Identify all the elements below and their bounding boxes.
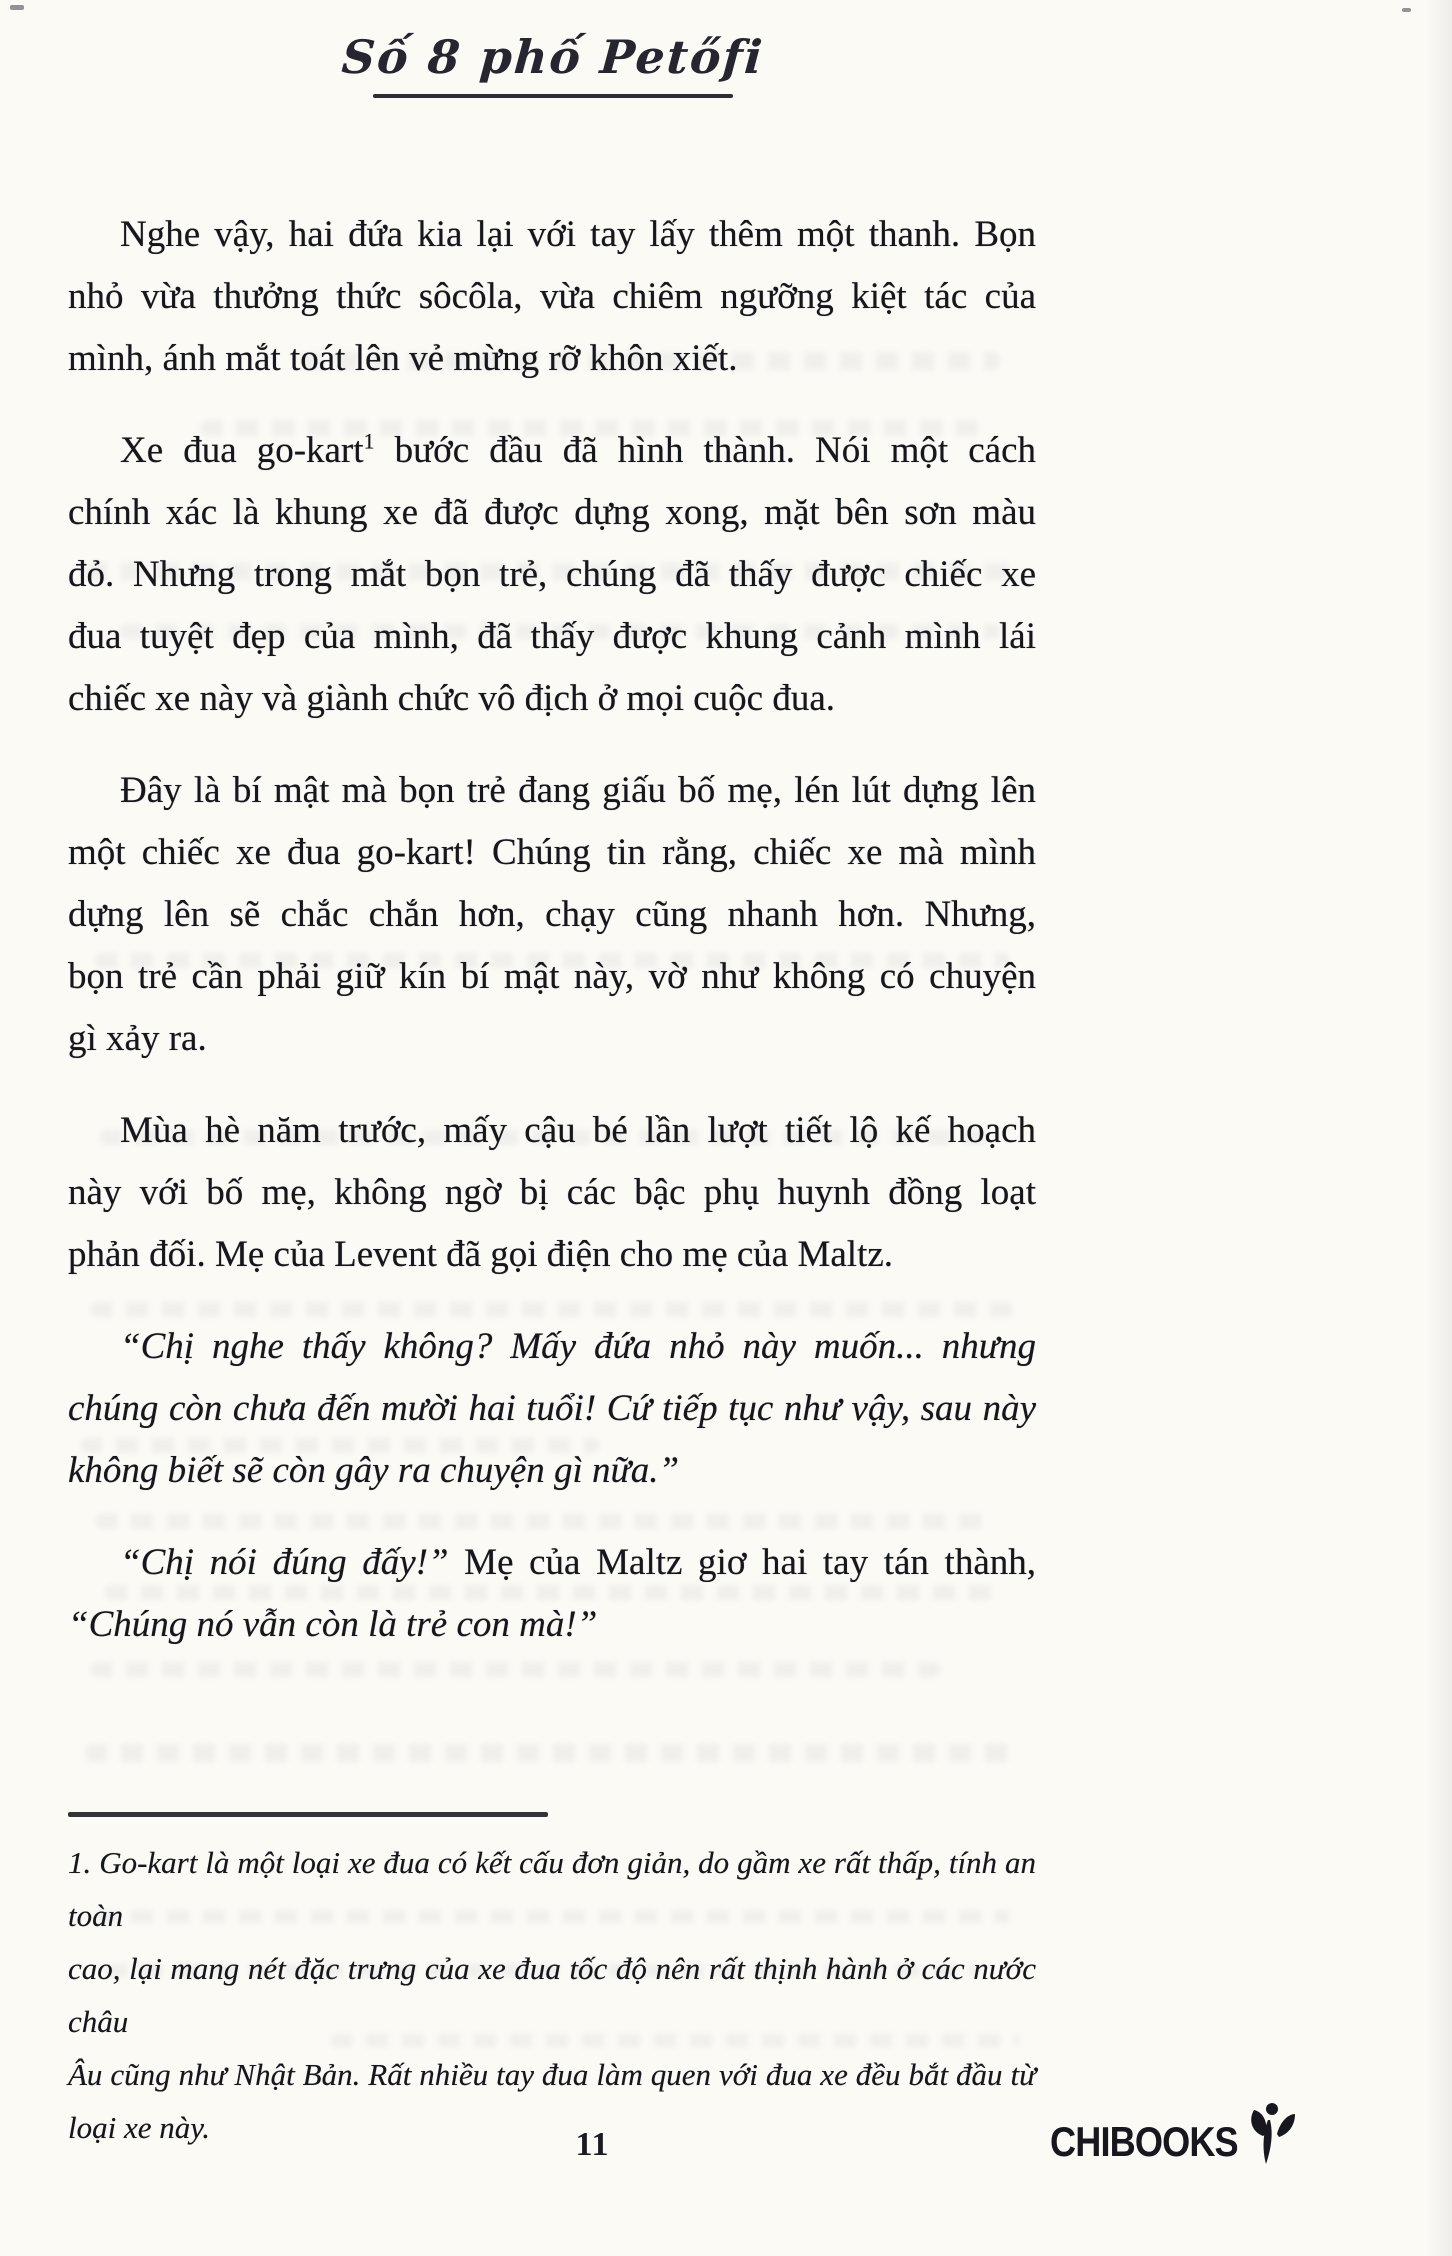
dialogue-quote: “Chị nói đúng đấy!” bbox=[120, 1542, 449, 1583]
text-line: “Chúng nó vẫn còn là trẻ con mà!” bbox=[68, 1604, 598, 1645]
text-line: chính xác là khung xe đã được dựng xong, mặt bên sơn màu bbox=[68, 492, 1036, 533]
footnote-line: 1. Go-kart là một loại xe đua có kết cấu đơn giản, do gầm xe rất thấp, tính an toàn bbox=[68, 1845, 1036, 1933]
text-line: Đây là bí mật mà bọn trẻ đang giấu bố mẹ, lén lút dựng lên bbox=[120, 770, 1036, 811]
text-line: bọn trẻ cần phải giữ kín bí mật này, vờ như không có chuyện bbox=[68, 956, 1036, 997]
body-text bbox=[68, 204, 1036, 1686]
text-line: này với bố mẹ, không ngờ bị các bậc phụ huynh đồng loạt bbox=[68, 1172, 1036, 1213]
running-head bbox=[68, 30, 1038, 98]
paragraph bbox=[68, 420, 1036, 730]
text-line: Mùa hè năm trước, mấy cậu bé lần lượt tiết lộ kế hoạch bbox=[120, 1110, 1036, 1151]
text-line: gì xảy ra. bbox=[68, 1018, 207, 1059]
scan-speck bbox=[1402, 8, 1411, 12]
text-line: một chiếc xe đua go-kart! Chúng tin rằng, chiếc xe mà mình bbox=[68, 832, 1036, 873]
paragraph bbox=[68, 760, 1036, 1070]
header-divider bbox=[373, 94, 733, 98]
paragraph bbox=[68, 1100, 1036, 1286]
footnote-line: Âu cũng như Nhật Bản. Rất nhiều tay đua làm quen với đua xe đều bắt đầu từ bbox=[68, 2057, 1036, 2092]
scan-speck bbox=[10, 5, 24, 10]
publisher-logo bbox=[1050, 2112, 1296, 2171]
text-line: không biết sẽ còn gây ra chuyện gì nữa.” bbox=[68, 1450, 680, 1491]
footnote-reference: 1 bbox=[363, 428, 375, 454]
text-line: chúng còn chưa đến mười hai tuổi! Cứ tiếp tục như vậy, sau này bbox=[68, 1388, 1036, 1429]
text-line bbox=[68, 420, 1036, 482]
footnote-line: loại xe này. bbox=[68, 2110, 211, 2145]
text-line bbox=[68, 1532, 1036, 1594]
footnote-line: cao, lại mang nét đặc trưng của xe đua tốc độ nên rất thịnh hành ở các nước châu bbox=[68, 1951, 1036, 2039]
text-segment: bước đầu đã hình thành. Nói một cách bbox=[374, 430, 1036, 471]
book-title: Số 8 phố Petőfi bbox=[340, 30, 766, 84]
dialogue-paragraph bbox=[68, 1316, 1036, 1502]
dialogue-paragraph bbox=[68, 1532, 1036, 1656]
text-line: chiếc xe này và giành chức vô địch ở mọi cuộc đua. bbox=[68, 678, 836, 719]
page-edge-shadow bbox=[1426, 0, 1452, 2256]
text-line: đua tuyệt đẹp của mình, đã thấy được khung cảnh mình lái bbox=[68, 616, 1036, 657]
footnote-divider bbox=[68, 1812, 548, 1817]
text-line: mình, ánh mắt toát lên vẻ mừng rỡ khôn xiết. bbox=[68, 338, 738, 379]
text-line: phản đối. Mẹ của Levent đã gọi điện cho mẹ của Maltz. bbox=[68, 1234, 894, 1275]
publisher-name: CHIBOOKS bbox=[1050, 2117, 1238, 2165]
text-segment: Xe đua go-kart bbox=[120, 430, 364, 471]
bleedthrough-artifact bbox=[85, 1744, 1020, 1762]
text-line: dựng lên sẽ chắc chắn hơn, chạy cũng nhanh hơn. Nhưng, bbox=[68, 894, 1036, 935]
paragraph bbox=[68, 204, 1036, 390]
page-number: 11 bbox=[575, 2126, 610, 2163]
text-line: Nghe vậy, hai đứa kia lại với tay lấy thêm một thanh. Bọn bbox=[120, 214, 1036, 255]
narration-segment: Mẹ của Maltz giơ hai tay tán thành, bbox=[448, 1542, 1036, 1583]
text-line: đỏ. Nhưng trong mắt bọn trẻ, chúng đã thấy được chiếc xe bbox=[68, 554, 1036, 595]
chibooks-sprout-icon bbox=[1242, 2102, 1296, 2171]
text-line: “Chị nghe thấy không? Mấy đứa nhỏ này muốn... nhưng bbox=[120, 1326, 1036, 1367]
footnote bbox=[68, 1836, 1036, 2154]
text-line: nhỏ vừa thưởng thức sôcôla, vừa chiêm ngưỡng kiệt tác của bbox=[68, 276, 1036, 317]
